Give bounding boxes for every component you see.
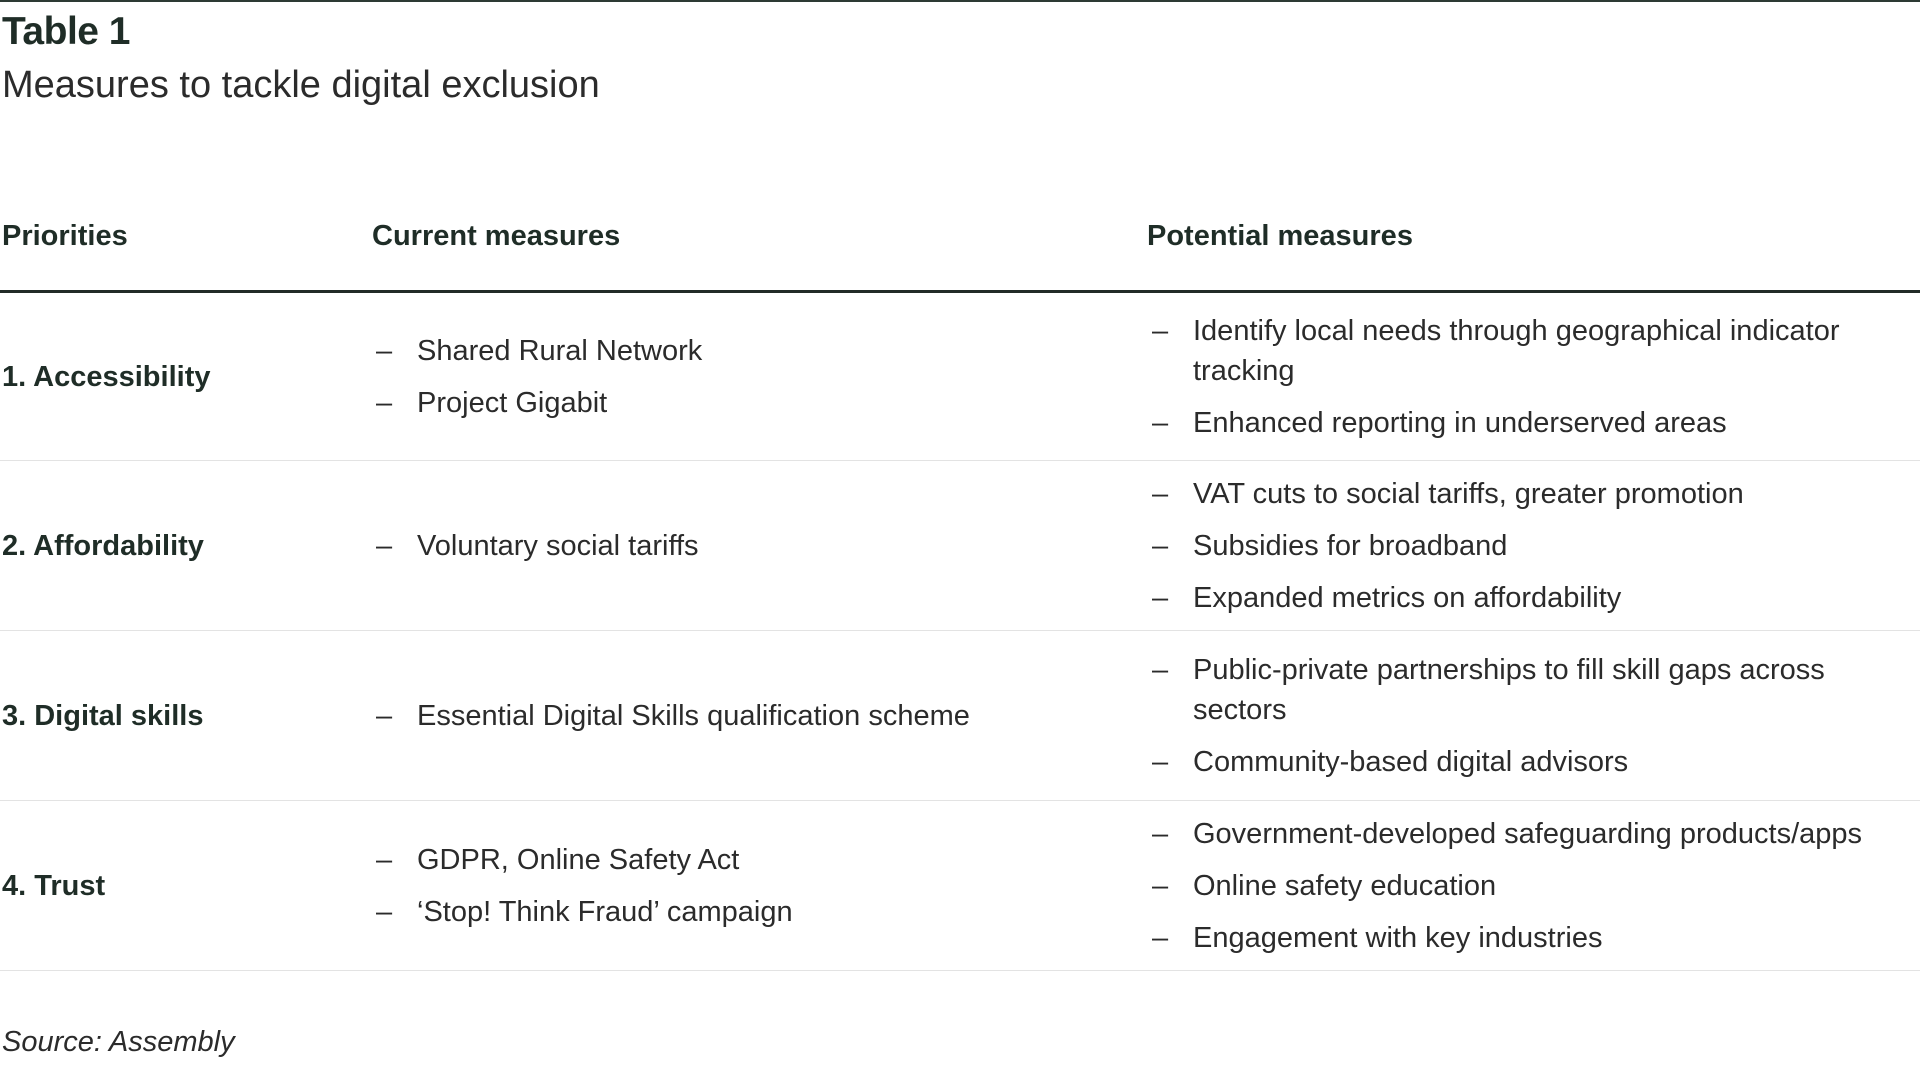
dash-bullet: – [1152,530,1169,562]
list-item-text: Essential Digital Skills qualification scheme [417,700,970,732]
table-title: Measures to tackle digital exclusion [2,64,600,106]
dash-bullet: – [1152,407,1169,439]
current-measures-list [376,631,1096,801]
list-item-text: Voluntary social tariffs [417,530,699,562]
list-item [1152,814,1902,854]
list-item [1152,742,1902,782]
table-row [0,461,1920,631]
current-measures-list [376,461,1096,631]
list-item-text: Engagement with key industries [1193,922,1603,954]
dash-bullet: – [1152,654,1169,686]
priority-label: 2. Affordability [2,529,204,562]
list-item-text: ‘Stop! Think Fraud’ campaign [417,896,793,928]
priority-label: 1. Accessibility [2,360,211,393]
list-item-text: Shared Rural Network [417,335,703,367]
potential-measures-list [1152,631,1902,801]
dash-bullet: – [376,700,393,732]
table-header-row [0,210,1920,293]
list-item-text: Public-private partnerships to fill skill gaps across sectors [1193,654,1825,726]
table-row [0,801,1920,971]
current-measures-list [376,293,1096,461]
dash-bullet: – [1152,582,1169,614]
table-row [0,293,1920,461]
potential-measures-list [1152,293,1902,461]
source-note: Source: Assembly [2,1026,235,1058]
priority-label: 3. Digital skills [2,699,204,732]
table-number: Table 1 [2,10,130,53]
list-item [1152,474,1902,514]
list-item-text: VAT cuts to social tariffs, greater promotion [1193,478,1744,510]
dash-bullet: – [376,335,393,367]
dash-bullet: – [376,896,393,928]
dash-bullet: – [1152,746,1169,778]
list-item [376,696,1096,736]
dash-bullet: – [376,387,393,419]
list-item [1152,311,1902,391]
list-item-text: Subsidies for broadband [1193,530,1508,562]
dash-bullet: – [376,844,393,876]
list-item [376,526,1096,566]
list-item [1152,526,1902,566]
header-current-measures: Current measures [372,220,621,252]
priority-label: 4. Trust [2,869,106,902]
list-item-text: Online safety education [1193,870,1497,902]
list-item-text: Identify local needs through geographical indicator tracking [1193,315,1840,387]
list-item [1152,650,1902,730]
list-item-text: Expanded metrics on affordability [1193,582,1622,614]
list-item [376,331,1096,371]
list-item [376,383,1096,423]
list-item [1152,918,1902,958]
dash-bullet: – [1152,870,1169,902]
current-measures-list [376,801,1096,971]
top-rule [0,0,1920,2]
dash-bullet: – [1152,315,1169,347]
list-item-text: GDPR, Online Safety Act [417,844,740,876]
list-item-text: Enhanced reporting in underserved areas [1193,407,1727,439]
header-priorities: Priorities [2,220,128,252]
table-row [0,631,1920,801]
dash-bullet: – [1152,478,1169,510]
list-item [376,892,1096,932]
list-item-text: Project Gigabit [417,387,608,419]
list-item-text: Government-developed safeguarding products/apps [1193,818,1863,850]
potential-measures-list [1152,461,1902,631]
list-item [376,840,1096,880]
potential-measures-list [1152,801,1902,971]
header-potential-measures: Potential measures [1147,220,1413,252]
list-item-text: Community-based digital advisors [1193,746,1629,778]
list-item [1152,403,1902,443]
dash-bullet: – [1152,818,1169,850]
row-divider [0,970,1920,971]
list-item [1152,866,1902,906]
dash-bullet: – [1152,922,1169,954]
dash-bullet: – [376,530,393,562]
list-item [1152,578,1902,618]
